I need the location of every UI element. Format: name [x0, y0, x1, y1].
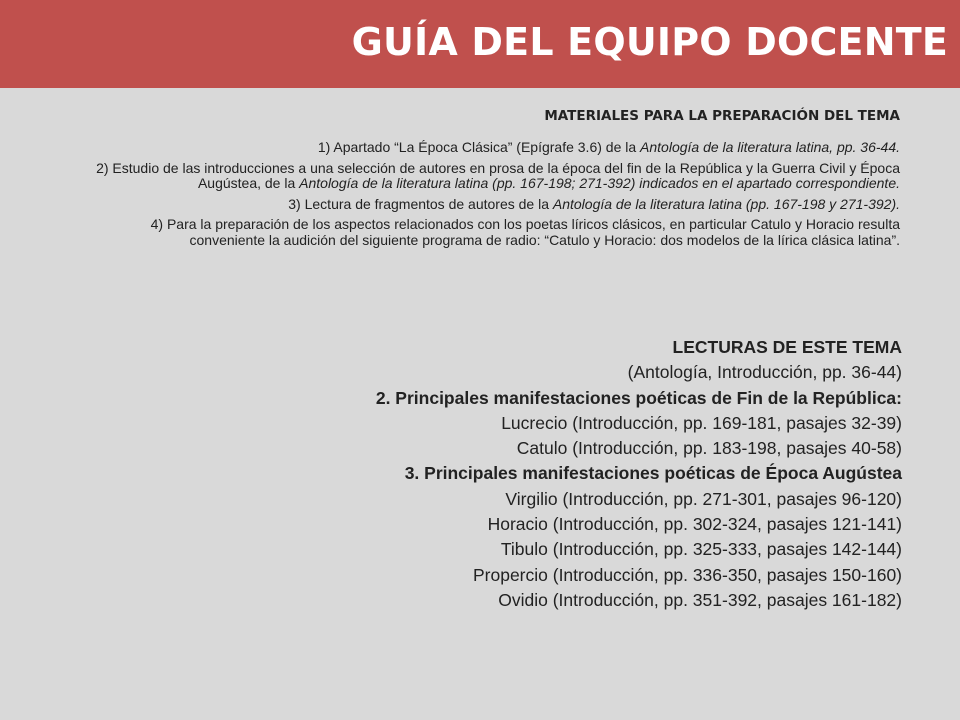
page-title: GUÍA DEL EQUIPO DOCENTE	[351, 20, 948, 64]
readings-intro: (Antología, Introducción, pp. 36-44)	[627, 362, 902, 383]
materials-item: 4) Para la preparación de los aspectos relacionados con los poetas líricos clásicos, en particular Catulo y Horacio resulta conveniente la audición del siguiente programa de radio: “Catulo y Horacio: dos modelos de la lírica clásica latina”.	[150, 216, 900, 248]
reading-item: Catulo (Introducción, pp. 183-198, pasajes 40-58)	[516, 438, 902, 459]
title-banner	[0, 0, 960, 88]
section-2-heading: 2. Principales manifestaciones poéticas de Fin de la República:	[375, 387, 902, 408]
materials-item: 3) Lectura de fragmentos de autores de la Antología de la literatura latina (pp. 167-198 y 271-392).	[288, 195, 900, 212]
reading-item: Horacio (Introducción, pp. 302-324, pasajes 121-141)	[487, 514, 902, 535]
readings-section	[42, 335, 902, 613]
reading-item: Propercio (Introducción, pp. 336-350, pasajes 150-160)	[472, 564, 902, 585]
materials-heading: MATERIALES PARA LA PREPARACIÓN DEL TEMA	[544, 108, 900, 124]
reading-item: Tibulo (Introducción, pp. 325-333, pasajes 142-144)	[500, 539, 902, 560]
reading-item: Lucrecio (Introducción, pp. 169-181, pasajes 32-39)	[501, 412, 902, 433]
section-3-heading: 3. Principales manifestaciones poéticas de Época Augústea	[404, 463, 902, 484]
materials-item: 2) Estudio de las introducciones a una selección de autores en prosa de la época del fin de la República y la Guerra Civil y Época Augústea, de la Antología de la literatura latina (pp. 167-198; 271-392) indicados en el apartado correspondiente.	[96, 159, 900, 191]
materials-section	[80, 108, 900, 253]
readings-heading: LECTURAS DE ESTE TEMA	[672, 337, 902, 357]
reading-item: Ovidio (Introducción, pp. 351-392, pasajes 161-182)	[498, 589, 902, 610]
reading-item: Virgilio (Introducción, pp. 271-301, pasajes 96-120)	[505, 488, 902, 509]
materials-item: 1) Apartado “La Época Clásica” (Epígrafe 3.6) de la Antología de la literatura latina, pp. 36-44.	[317, 139, 900, 155]
